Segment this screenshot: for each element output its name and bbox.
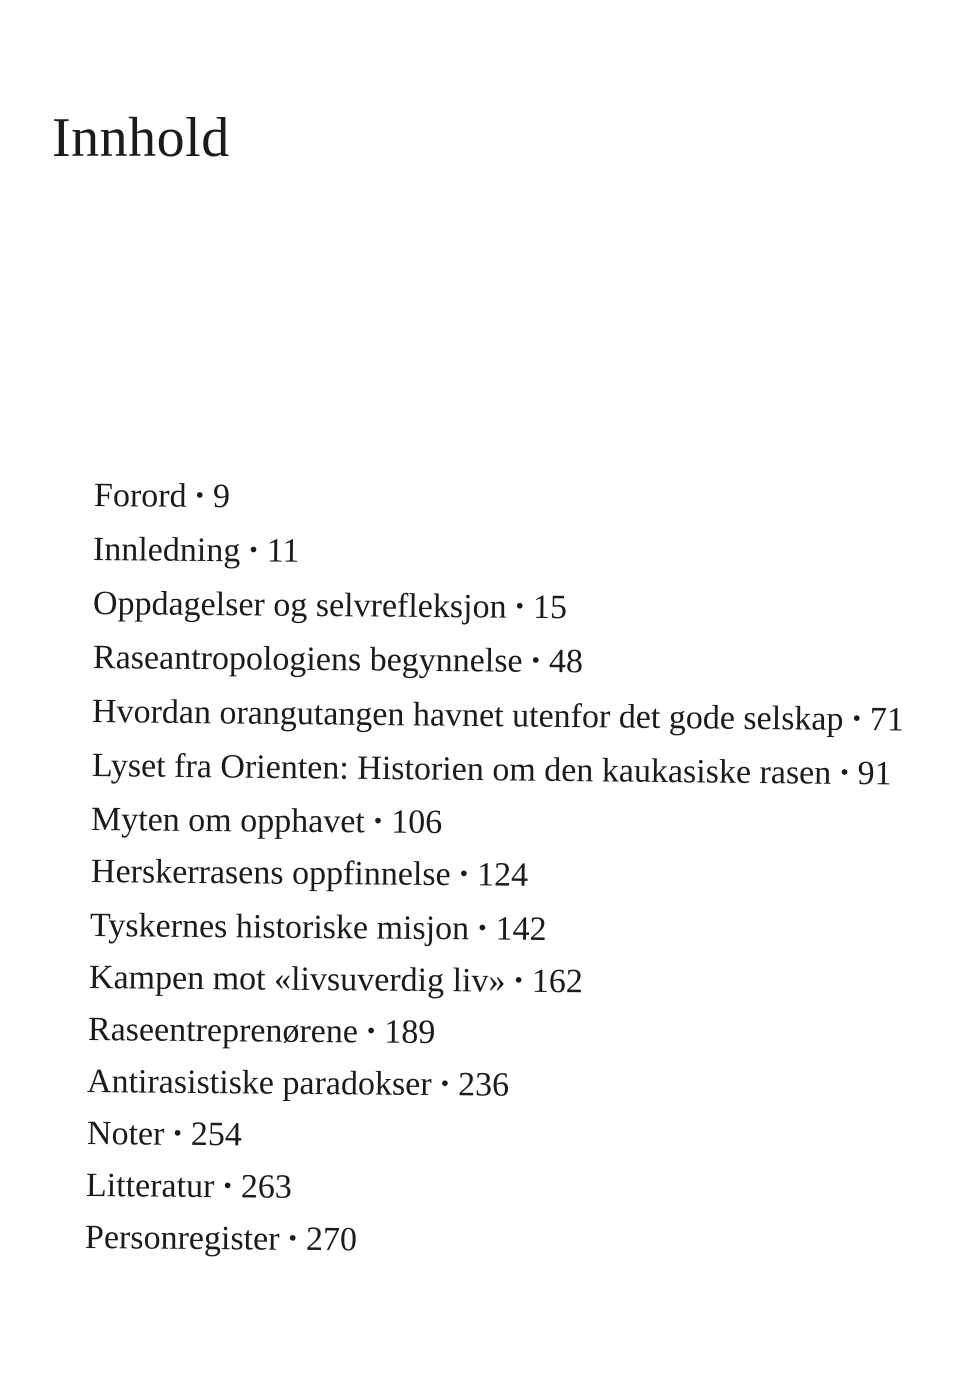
- toc-entry-title: Personregister: [84, 1219, 280, 1258]
- bullet-separator: •: [366, 1018, 376, 1045]
- toc-entry-noter: [87, 1114, 242, 1156]
- toc-entry-title: Kampen mot «livsuverdig liv»: [88, 959, 506, 1000]
- toc-entry-raseantropologiens: [93, 638, 583, 683]
- toc-entry-raseentreprenorene: [88, 1010, 436, 1054]
- toc-entry-page: 15: [532, 588, 568, 627]
- toc-entry-page: 11: [266, 532, 300, 570]
- toc-entry-title: Raseantropologiens begynnelse: [92, 639, 523, 680]
- toc-entry-title: Myten om opphavet: [90, 801, 366, 841]
- toc-entry-myten-om-opphavet: [91, 800, 443, 844]
- toc-entry-page: 162: [531, 962, 584, 1001]
- toc-entry-title: Noter: [86, 1115, 165, 1153]
- toc-entry-page: 254: [190, 1115, 242, 1154]
- toc-entry-antirasistiske: [87, 1062, 509, 1106]
- toc-entry-lyset-fra-orienten: [92, 746, 892, 795]
- toc-entry-innledning: [93, 530, 300, 573]
- bullet-separator: •: [852, 705, 862, 733]
- bullet-separator: •: [531, 647, 541, 674]
- bullet-separator: •: [514, 967, 523, 994]
- toc-entry-title: Herskerrasens oppfinnelse: [90, 853, 451, 894]
- bullet-separator: •: [373, 808, 383, 835]
- bullet-separator: •: [478, 915, 487, 942]
- toc-entry-herskerrasens: [91, 852, 528, 897]
- bullet-separator: •: [440, 1071, 450, 1098]
- bullet-separator: •: [840, 759, 849, 786]
- toc-entry-orangutangen: [92, 692, 904, 741]
- toc-entry-title: Innledning: [92, 531, 241, 570]
- bullet-separator: •: [249, 537, 258, 564]
- toc-entry-title: Raseentreprenørene: [87, 1011, 359, 1051]
- toc-entry-page: 48: [548, 642, 584, 681]
- toc-entry-page: 9: [212, 478, 231, 516]
- page-title: Innhold: [52, 107, 230, 169]
- toc-entry-title: Lyset fra Orienten: Historien om den kaukasiske rasen: [91, 747, 832, 792]
- bullet-separator: •: [173, 1120, 182, 1147]
- toc-entry-page: 263: [240, 1168, 292, 1206]
- toc-entry-title: Antirasistiske paradokser: [86, 1063, 432, 1104]
- toc-entry-page: 124: [476, 856, 529, 894]
- toc-entry-title: Hvordan orangutangen havnet utenfor det gode selskap: [91, 693, 844, 738]
- toc-entry-tyskernes: [90, 906, 547, 951]
- toc-entry-kampen: [89, 958, 583, 1003]
- toc-entry-title: Litteratur: [85, 1167, 215, 1206]
- bullet-separator: •: [515, 593, 525, 620]
- toc-entry-litteratur: [86, 1166, 292, 1209]
- bullet-separator: •: [223, 1173, 232, 1200]
- toc-entry-page: 106: [391, 803, 443, 842]
- toc-entry-personregister: [85, 1218, 357, 1261]
- toc-entry-page: 270: [305, 1220, 358, 1259]
- toc-entry-forord: [94, 476, 230, 518]
- toc-entry-page: 142: [495, 910, 547, 948]
- toc-entry-page: 71: [869, 701, 905, 739]
- toc-entry-title: Tyskernes historiske misjon: [89, 907, 470, 948]
- toc-entry-title: Forord: [93, 477, 187, 515]
- bullet-separator: •: [288, 1225, 298, 1252]
- toc-entry-oppdagelser: [93, 584, 567, 629]
- toc-entry-page: 189: [384, 1013, 436, 1052]
- toc-entry-title: Oppdagelser og selvrefleksjon: [92, 585, 507, 626]
- toc-entry-page: 91: [857, 755, 892, 793]
- bullet-separator: •: [459, 861, 469, 888]
- toc-entry-page: 236: [457, 1066, 510, 1104]
- bullet-separator: •: [195, 482, 205, 509]
